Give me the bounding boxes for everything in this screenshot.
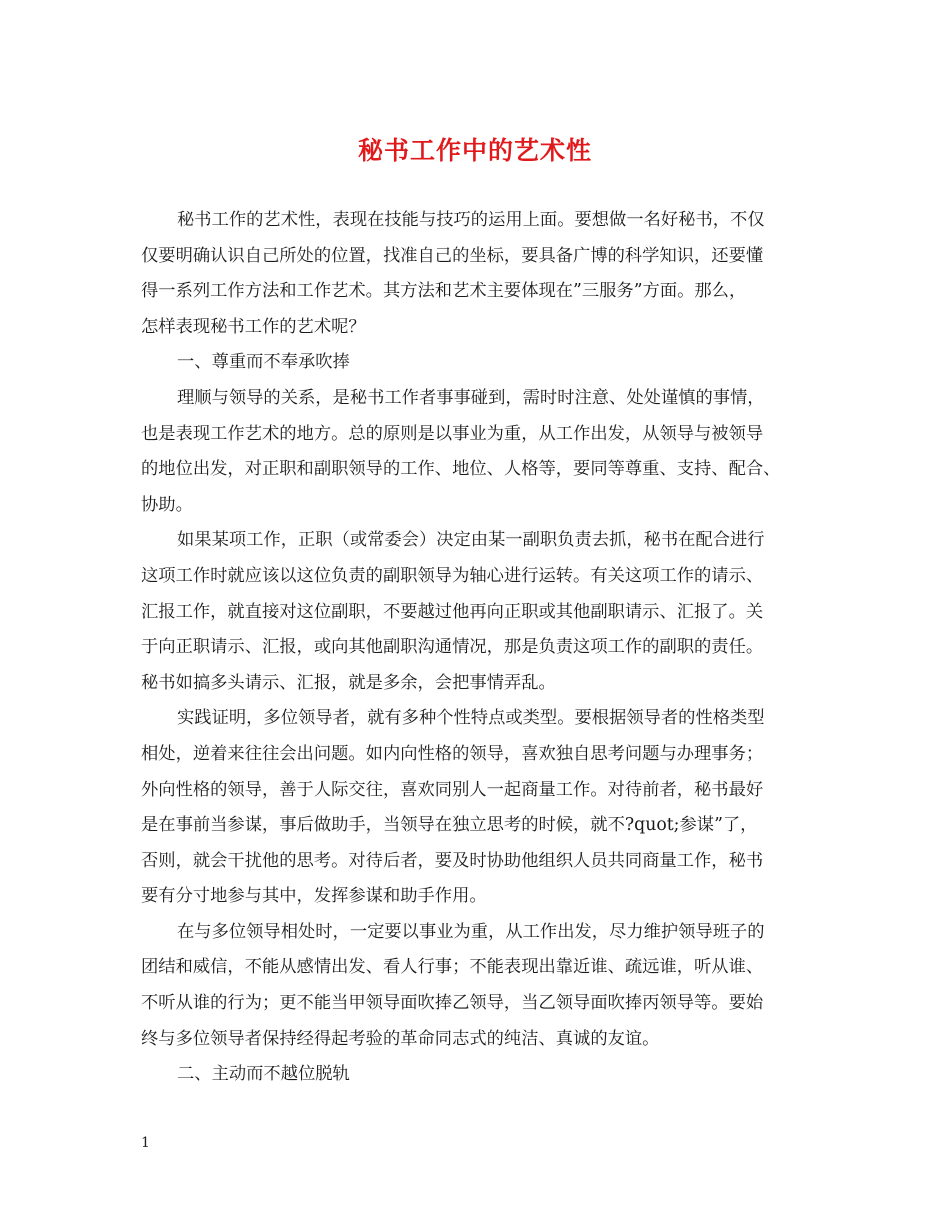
text-line: 秘书如搞多头请示、汇报，就是多余，会把事情弄乱。	[141, 672, 556, 693]
text-line: 不听从谁的行为；更不能当甲领导面吹捧乙领导，当乙领导面吹捧丙领导等。要始	[141, 993, 764, 1014]
text-line: 的地位出发，对正职和副职领导的工作、地位、人格等，要同等尊重、支持、配合、	[141, 459, 781, 480]
section-heading: 一、尊重而不奉承吹捧	[177, 352, 350, 373]
text-line: 得一系列工作方法和工作艺术。其方法和艺术主要体现在”三服务”方面。那么，	[141, 281, 747, 302]
text-line: 外向性格的领导，善于人际交往，喜欢同别人一起商量工作。对待前者，秘书最好	[141, 779, 764, 800]
text-line: 怎样表现秘书工作的艺术呢？	[141, 316, 366, 337]
text-line: 团结和威信，不能从感情出发、看人行事；不能表现出靠近谁、疏远谁，听从谁、	[141, 957, 764, 978]
text-line: 于向正职请示、汇报，或向其他副职沟通情况，那是负责这项工作的副职的责任。	[141, 637, 764, 658]
text-line: 在与多位领导相处时，一定要以事业为重，从工作出发，尽力维护领导班子的	[177, 921, 765, 942]
text-line: 也是表现工作艺术的地方。总的原则是以事业为重，从工作出发，从领导与被领导	[141, 423, 764, 444]
text-line: 实践证明，多位领导者，就有多种个性特点或类型。要根据领导者的性格类型	[177, 708, 765, 729]
text-line: 这项工作时就应该以这位负责的副职领导为轴心进行运转。有关这项工作的请示、	[141, 565, 764, 586]
text-line: 秘书工作的艺术性，表现在技能与技巧的运用上面。要想做一名好秘书，不仅	[177, 210, 765, 230]
text-line: 相处，逆着来往往会出问题。如内向性格的领导，喜欢独自思考问题与办理事务；	[141, 743, 764, 764]
page-number: 1	[141, 1135, 150, 1151]
text-line: 仅要明确认识自己所处的位置，找准自己的坐标，要具备广博的科学知识，还要懂	[141, 245, 764, 266]
text-line: 如果某项工作，正职（或常委会）决定由某一副职负责去抓，秘书在配合进行	[177, 530, 765, 551]
document-title: 秘书工作中的艺术性	[357, 136, 592, 165]
text-line: 汇报工作，就直接对这位副职，不要越过他再向正职或其他副职请示、汇报了。关	[141, 601, 764, 622]
section-heading: 二、主动而不越位脱轨	[177, 1064, 350, 1085]
text-line: 终与多位领导者保持经得起考验的革命同志式的纯洁、真诚的友谊。	[141, 1028, 660, 1049]
text-line: 要有分寸地参与其中，发挥参谋和助手作用。	[141, 886, 487, 907]
text-line: 否则，就会干扰他的思考。对待后者，要及时协助他组织人员共同商量工作，秘书	[141, 850, 764, 871]
text-line: 协助。	[141, 494, 193, 515]
text-line: 是在事前当参谋，事后做助手，当领导在独立思考的时候，就不?quot;参谋”了，	[141, 815, 758, 836]
text-line: 理顺与领导的关系，是秘书工作者事事碰到，需时时注意、处处谨慎的事情，	[177, 387, 765, 408]
document-body	[141, 203, 831, 1093]
